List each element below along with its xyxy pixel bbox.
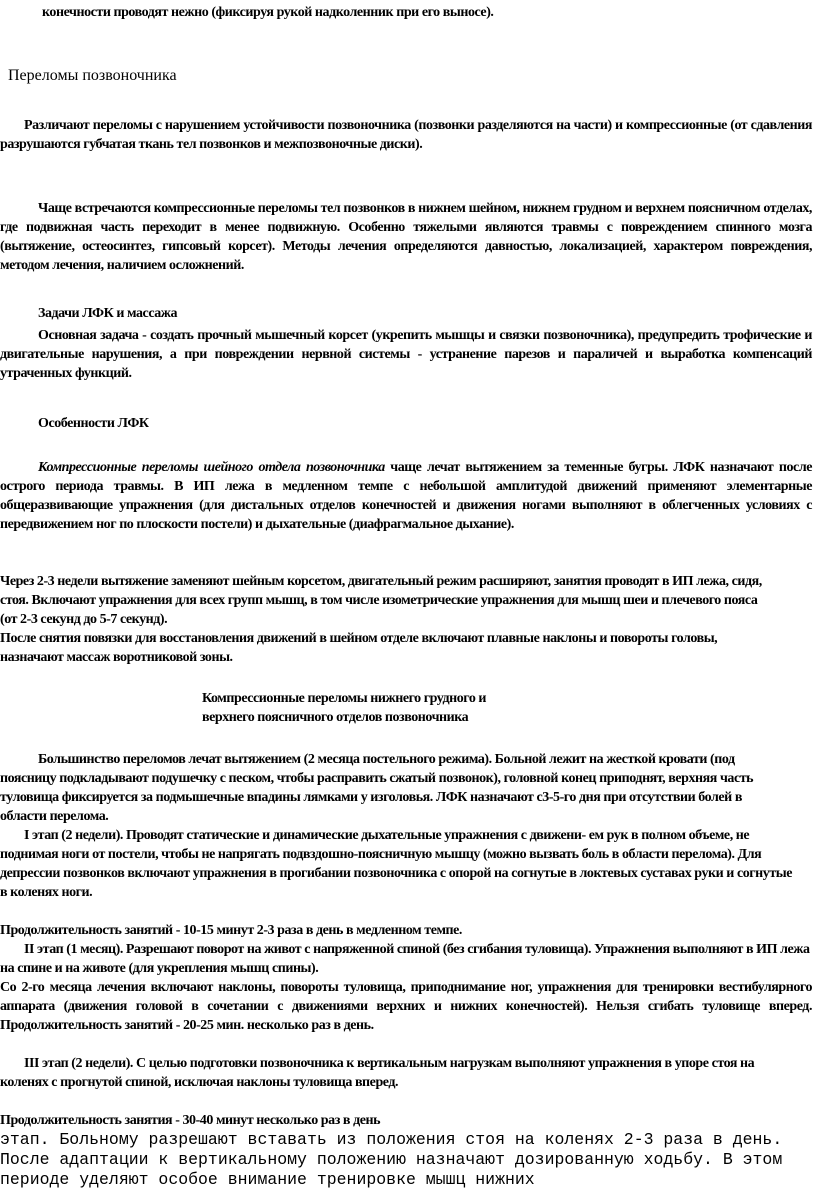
paragraph-stage-1: I этап (2 недели). Проводят статические и динамические дыхательные упражнения с движени- ем рук в полном объеме, не поднимая ноги от постели, чтобы не напрягать подвздошно-поясничную мышцу (можно вызвать боль в области перелома). Для депрессии позвонков включают упражнения в прогибании позвоночника с опорой на согнутые в локтевых суставах руки и согнутые в коленях ноги.: [0, 828, 793, 900]
paragraph-cervical-2: Через 2-3 недели вытяжение заменяют шейным корсетом, двигательный режим расширяют, занятия проводят в ИП лежа, сидя, стоя. Включают упражнения для всех групп мышц, в том числе изометрические упражнения для мышц шеи и плечевого пояса (от 2-3 секунд до 5-7 секунд).: [0, 574, 762, 627]
features-title: Особенности ЛФК: [38, 416, 149, 431]
monospace-paragraph: этап. Больному разрешают вставать из положения стоя на коленях 2-3 раза в день. После адаптации к вертикальному положению назначают дозированную ходьбу. В этом периоде уделяют особое внимание тренировке мышц нижних: [0, 1130, 783, 1189]
paragraph-stage-2: II этап (1 месяц). Разрешают поворот на живот с напряженной спиной (без сгибания туловища). Упражнения выполняют в ИП лежа на спине и на животе (для укрепления мышц спины).: [0, 942, 810, 976]
paragraph-stage-1-duration: Продолжительность занятий - 10-15 минут 2-3 раза в день в медленном темпе.: [0, 923, 462, 938]
tasks-title: Задачи ЛФК и массажа: [38, 306, 178, 321]
paragraph-tasks: Основная задача - создать прочный мышечный корсет (укрепить мышцы и связки позвоночника), предупредить трофические и двигательные нарушения, а при повреждении нервной системы - устранение парезов и параличей и выработка компенсаций утраченных функций.: [0, 328, 812, 381]
section-title: Переломы позвоночника: [8, 67, 177, 84]
cervical-italic-heading: Компрессионные переломы шейного отдела позвоночника: [38, 460, 385, 475]
paragraph-cervical: [0, 458, 812, 534]
subsection-title-line-2: верхнего поясничного отделов позвоночника: [202, 710, 469, 725]
top-line: конечности проводят нежно (фиксируя рукой надколенник при его выносе).: [42, 5, 494, 20]
paragraph-types: Различают переломы с нарушением устойчивости позвоночника (позвонки разделяются на части) и компрессионные (от сдавления разрушаются губчатая ткань тел позвонков и межпозвоночные диски).: [0, 118, 812, 152]
paragraph-stage-3: III этап (2 недели). С целью подготовки позвоночника к вертикальным нагрузкам выполняют упражнения в упоре стоя на коленях с прогнутой спиной, исключая наклоны туловища вперед.: [0, 1056, 755, 1090]
cervical-text: чаще лечат вытяжением за теменные бугры. ЛФК назначают после острого периода травмы. В ИП лежа в медленном темпе с небольшой амплитудой движений применяют элементарные общеразвивающие упражнения (для дистальных отделов конечностей и движения ногами выполняют в облегченных условиях с передвижением ног по плоскости постели) и дыхательные (диафрагмальное дыхание).: [0, 460, 812, 532]
paragraph-majority: Большинство переломов лечат вытяжением (2 месяца постельного режима). Больной лежит на жесткой кровати (под поясницу подкладывают подушечку с песком, чтобы расправить сжатый позвонок), головной конец приподнят, верхняя часть туловища фиксируется за подмышечные впадины лямками у изголовья. ЛФК назначают с3-5-го дня при отсутствии болей в области перелома.: [0, 752, 754, 824]
subsection-title-line-1: Компрессионные переломы нижнего грудного и: [202, 691, 487, 706]
paragraph-stage-2-continued: Со 2-го месяца лечения включают наклоны, повороты туловища, приподнимание ног, упражнения для тренировки вестибулярного аппарата (движения головой в сочетании с движениями верхних и нижних конечностей). Нельзя сгибать туловище вперед. Продолжительность занятий - 20-25 мин. несколько раз в день.: [0, 980, 812, 1033]
paragraph-cervical-3: После снятия повязки для восстановления движений в шейном отделе включают плавные наклоны и повороты головы, назначают массаж воротниковой зоны.: [0, 631, 718, 665]
paragraph-stage-3-duration: Продолжительность занятия - 30-40 минут несколько раз в день: [0, 1113, 381, 1128]
paragraph-frequency: Чаще встречаются компрессионные переломы тел позвонков в нижнем шейном, нижнем грудном и верхнем поясничном отделах, где подвижная часть переходит в менее подвижную. Особенно тяжелыми являются травмы с повреждением спинного мозга (вытяжение, остеосинтез, гипсовый корсет). Методы лечения определяются давностью, локализацией, характером повреждения, методом лечения, наличием осложнений.: [0, 201, 812, 273]
